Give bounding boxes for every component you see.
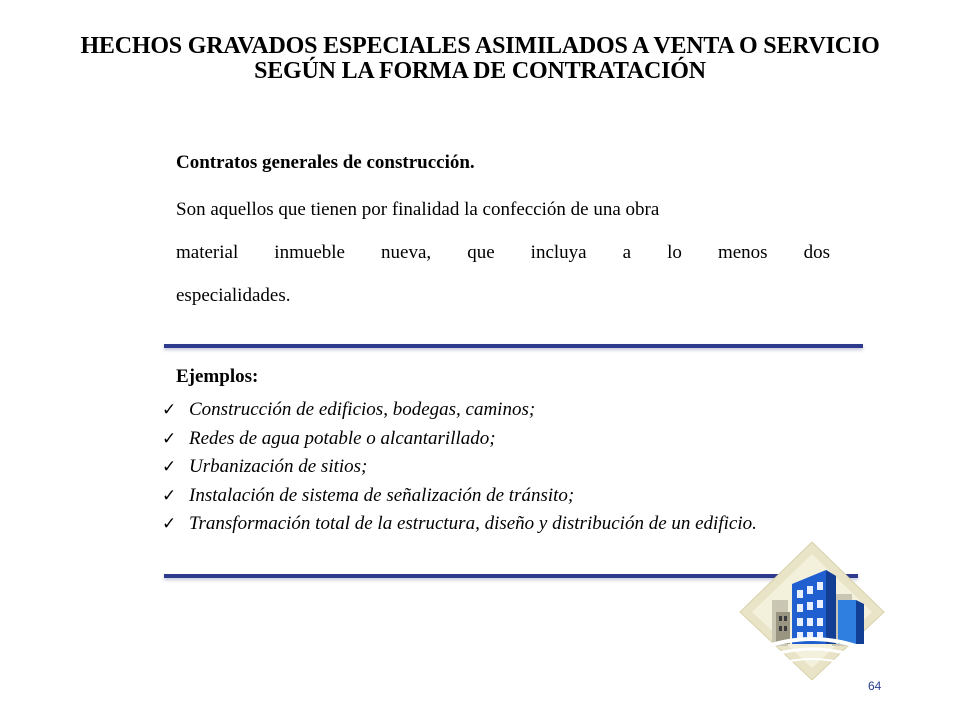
page-number: 64: [868, 679, 882, 693]
check-icon: ✓: [162, 428, 177, 449]
example-item: [162, 482, 812, 511]
example-item-text: Urbanización de sitios;: [189, 456, 368, 477]
example-item-text: Redes de agua potable o alcantarillado;: [189, 427, 496, 449]
check-icon: ✓: [162, 514, 177, 534]
slide-title-line-2: SEGÚN LA FORMA DE CONTRATACIÓN: [254, 58, 706, 84]
buildings-icon: [738, 540, 886, 680]
example-item-text: Transformación total de la estructura, diseño y distribución de un edificio.: [189, 513, 757, 534]
examples-list: [162, 396, 812, 539]
slide-title-line-1: HECHOS GRAVADOS ESPECIALES ASIMILADOS A VENTA O SERVICIO: [80, 33, 880, 59]
definition-line-2: material inmueble nueva, que incluya a lo menos dos: [176, 242, 830, 263]
definition-text: [176, 188, 830, 317]
examples-heading: Ejemplos:: [176, 366, 259, 387]
example-item-text: Instalación de sistema de señalización de tránsito;: [189, 484, 575, 506]
example-item: [162, 453, 812, 482]
check-icon: ✓: [162, 457, 177, 477]
example-item-text: Construcción de edificios, bodegas, caminos;: [189, 399, 536, 420]
divider-top: [164, 344, 863, 348]
definition-line-1: Son aquellos que tienen por finalidad la confección de una obra: [176, 199, 660, 220]
example-item: [162, 425, 812, 454]
example-item: [162, 510, 812, 539]
check-icon: ✓: [162, 400, 177, 420]
definition-heading: Contratos generales de construcción.: [176, 152, 475, 173]
example-item: [162, 396, 812, 425]
check-icon: ✓: [162, 485, 177, 506]
slide-title: [0, 34, 960, 84]
definition-line-3: especialidades.: [176, 285, 291, 306]
